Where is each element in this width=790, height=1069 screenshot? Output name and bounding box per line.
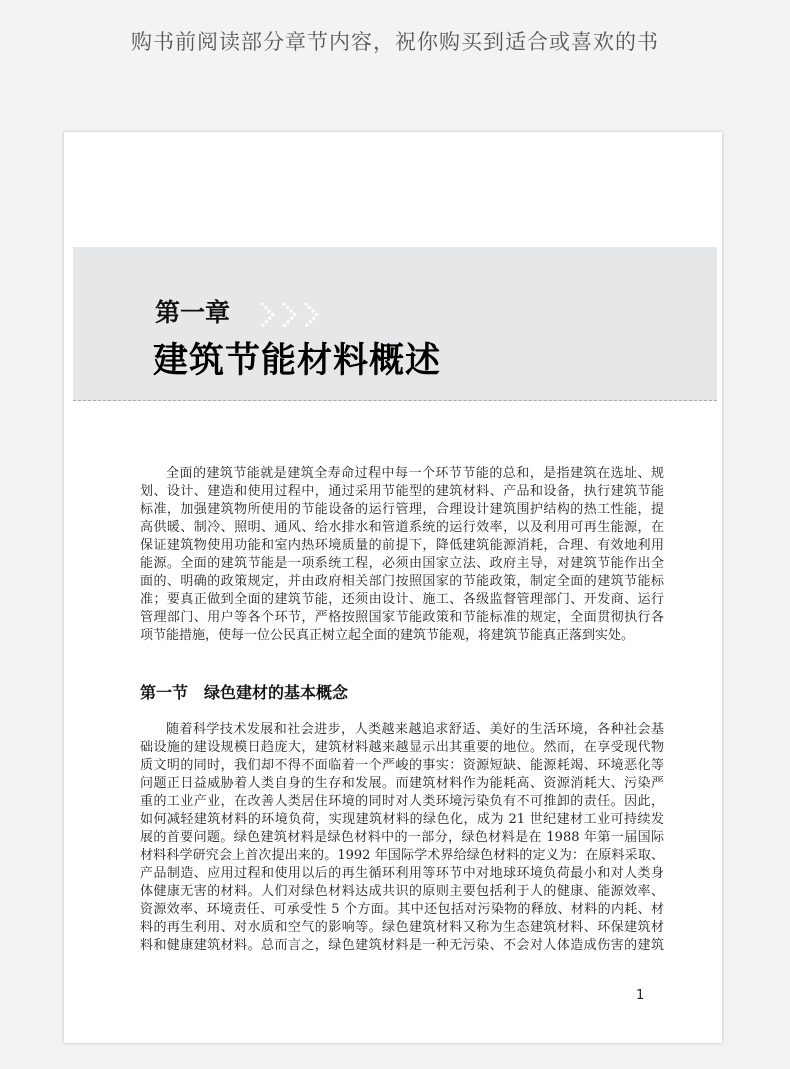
chapter-title: 建筑节能材料概述 <box>153 341 442 381</box>
text-line: 项节能措施，使每一位公民真正树立起全面的建筑节能观，将建筑节能真正落到实处。 <box>140 628 635 643</box>
text-line: 划、设计、建造和使用过程中，通过采用节能型的建筑材料、产品和设备，执行建筑节能 <box>140 484 664 499</box>
chapter-label: 第一章 <box>155 298 231 327</box>
text-line: 标准，加强建筑物所使用的节能设备的运行管理，合理设计建筑围护结构的热工性能，提 <box>140 502 664 517</box>
text-line: 料的再生利用、对水质和空气的影响等。绿色建筑材料又称为生态建筑材料、环保建筑材 <box>140 920 664 935</box>
paragraph-green-materials <box>140 721 664 955</box>
text-line: 能源。全面的建筑节能是一项系统工程，必须由国家立法、政府主导，对建筑节能作出全 <box>140 556 664 571</box>
preview-banner: 购书前阅读部分章节内容，祝你购买到适合或喜欢的书 <box>131 30 659 54</box>
text-line: 管理部门、用户等各个环节，严格按照国家节能政策和节能标准的规定，全面贯彻执行各 <box>140 610 664 625</box>
section-heading: 第一节 绿色建材的基本概念 <box>140 683 349 702</box>
text-line: 体健康无害的材料。人们对绿色材料达成共识的原则主要包括利于人的健康、能源效率、 <box>140 884 664 899</box>
book-page <box>64 132 722 1043</box>
paragraph-intro <box>140 465 664 645</box>
text-line: 础设施的建设规模日趋庞大，建筑材料越来越显示出其重要的地位。然而，在享受现代物 <box>140 740 664 755</box>
text-line: 如何减轻建筑材料的环境负荷，实现建筑材料的绿色化，成为 21 世纪建材工业可持续发 <box>140 812 664 827</box>
chapter-header <box>73 247 717 401</box>
text-line: 资源效率、环境责任、可承受性 5 个方面。其中还包括对污染物的释放、材料的内耗、材 <box>140 902 664 917</box>
text-line: 随着科学技术发展和社会进步，人类越来越追求舒适、美好的生活环境，各种社会基 <box>166 722 664 737</box>
text-line: 展的首要问题。绿色建筑材料是绿色材料中的一部分，绿色材料是在 1988 年第一届国际 <box>140 830 664 845</box>
text-line: 产品制造、应用过程和使用以后的再生循环利用等环节中对地球环境负荷最小和对人类身 <box>140 866 664 881</box>
text-line: 保证建筑物使用功能和室内热环境质量的前提下，降低建筑能源消耗，合理、有效地利用 <box>140 538 664 553</box>
page-number: 1 <box>636 988 645 1003</box>
text-line: 准；要真正做到全面的建筑节能，还须由设计、施工、各级监督管理部门、开发商、运行 <box>140 592 664 607</box>
text-line: 料和健康建筑材料。总而言之，绿色建筑材料是一种无污染、不会对人体造成伤害的建筑 <box>140 938 664 953</box>
text-line: 材料科学研究会上首次提出来的。1992 年国际学术界给绿色材料的定义为：在原料采取、 <box>140 848 664 863</box>
text-line: 问题正日益威胁着人类自身的生存和发展。而建筑材料作为能耗高、资源消耗大、污染严 <box>140 776 664 791</box>
text-line: 全面的建筑节能就是建筑全寿命过程中每一个环节节能的总和，是指建筑在选址、规 <box>166 466 664 481</box>
text-line: 质文明的同时，我们却不得不面临着一个严峻的事实：资源短缺、能源耗竭、环境恶化等 <box>140 758 664 773</box>
text-line: 面的、明确的政策规定，并由政府相关部门按照国家的节能政策，制定全面的建筑节能标 <box>140 574 664 589</box>
chevrons-icon <box>257 299 337 331</box>
text-line: 高供暖、制冷、照明、通风、给水排水和管道系统的运行效率，以及利用可再生能源，在 <box>140 520 664 535</box>
text-line: 重的工业产业，在改善人类居住环境的同时对人类环境污染负有不可推卸的责任。因此， <box>140 794 664 809</box>
